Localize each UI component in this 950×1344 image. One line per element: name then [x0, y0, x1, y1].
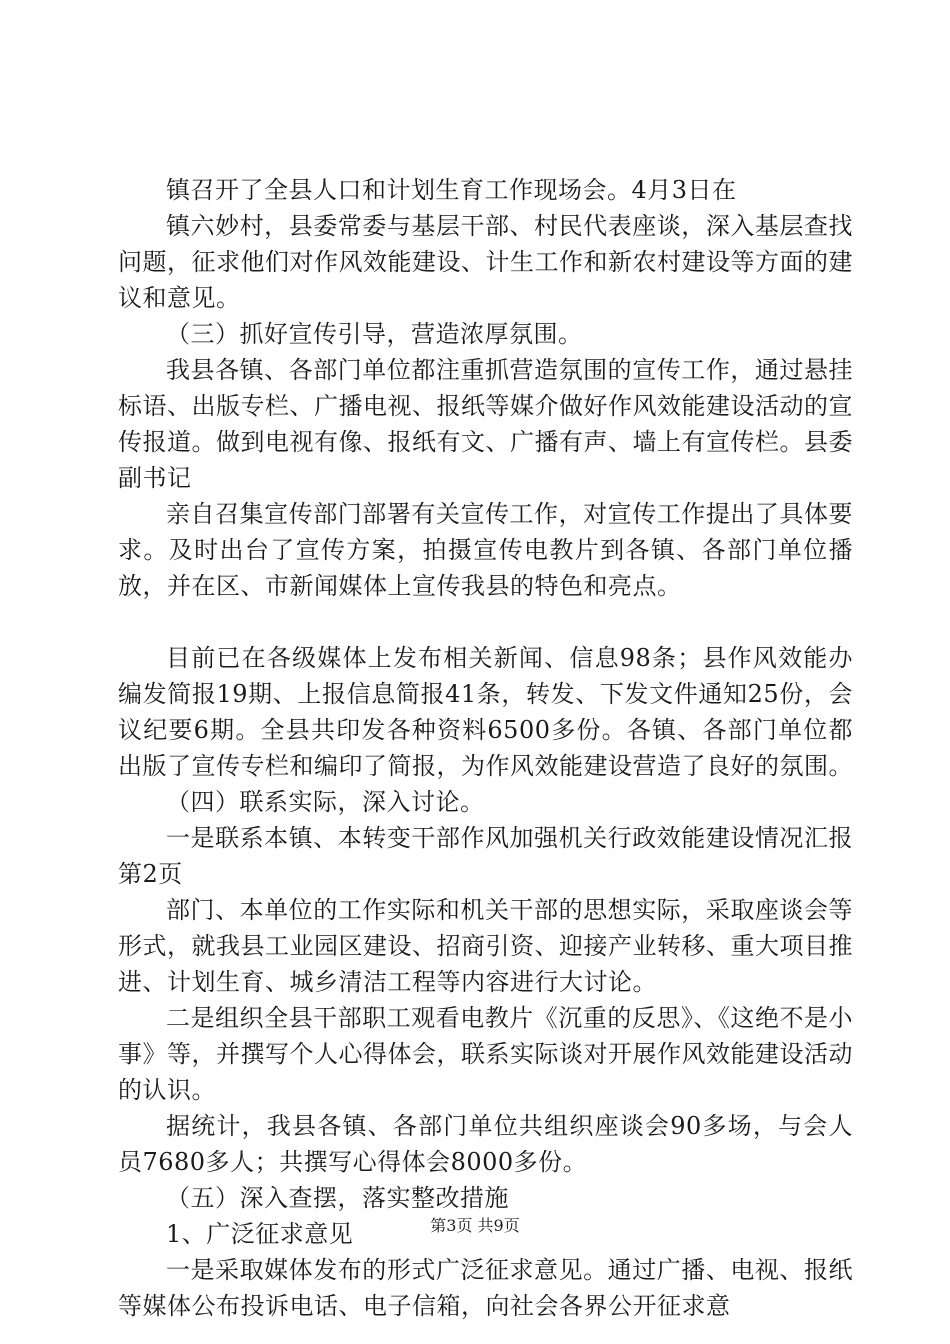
paragraph: 一是联系本镇、本转变干部作风加强机关行政效能建设情况汇报第2页 [118, 824, 853, 888]
paragraph-gap [118, 604, 853, 640]
paragraph: 镇召开了全县人口和计划生育工作现场会。4月3日在 [166, 176, 737, 204]
section-heading: （四）联系实际，深入讨论。 [166, 788, 485, 816]
subsection-heading: 1、广泛征求意见 [166, 1220, 354, 1248]
paragraph: 亲自召集宣传部门部署有关宣传工作，对宣传工作提出了具体要求。及时出台了宣传方案，拍摄宣传电教片到各镇、各部门单位播放，并在区、市新闻媒体上宣传我县的特色和亮点。 [118, 500, 853, 600]
paragraph: 一是采取媒体发布的形式广泛征求意见。通过广播、电视、报纸等媒体公布投诉电话、电子信箱，向社会各界公开征求意 [118, 1256, 853, 1320]
section-heading: （三）抓好宣传引导，营造浓厚氛围。 [166, 320, 583, 348]
paragraph: 我县各镇、各部门单位都注重抓营造氛围的宣传工作，通过悬挂标语、出版专栏、广播电视、报纸等媒介做好作风效能建设活动的宣传报道。做到电视有像、报纸有文、广播有声、墙上有宣传栏。县委副书记 [118, 356, 853, 492]
section-heading: （五）深入查摆，落实整改措施 [166, 1184, 509, 1212]
paragraph: 据统计，我县各镇、各部门单位共组织座谈会90多场，与会人员7680多人；共撰写心得体会8000多份。 [118, 1112, 853, 1176]
page-footer: 第3页 共9页 [430, 1216, 520, 1235]
paragraph: 镇六妙村，县委常委与基层干部、村民代表座谈，深入基层查找问题，征求他们对作风效能建设、计生工作和新农村建设等方面的建议和意见。 [118, 212, 853, 312]
paragraph: 部门、本单位的工作实际和机关干部的思想实际，采取座谈会等形式，就我县工业园区建设、招商引资、迎接产业转移、重大项目推进、计划生育、城乡清洁工程等内容进行大讨论。 [118, 896, 853, 996]
document-body [118, 172, 853, 1324]
paragraph: 二是组织全县干部职工观看电教片《沉重的反思》、《这绝不是小事》等，并撰写个人心得体会，联系实际谈对开展作风效能建设活动的认识。 [118, 1004, 853, 1104]
paragraph: 目前已在各级媒体上发布相关新闻、信息98条；县作风效能办编发简报19期、上报信息简报41条，转发、下发文件通知25份，会议纪要6期。全县共印发各种资料6500多份。各镇、各部门单位都出版了宣传专栏和编印了简报，为作风效能建设营造了良好的氛围。 [118, 644, 853, 780]
